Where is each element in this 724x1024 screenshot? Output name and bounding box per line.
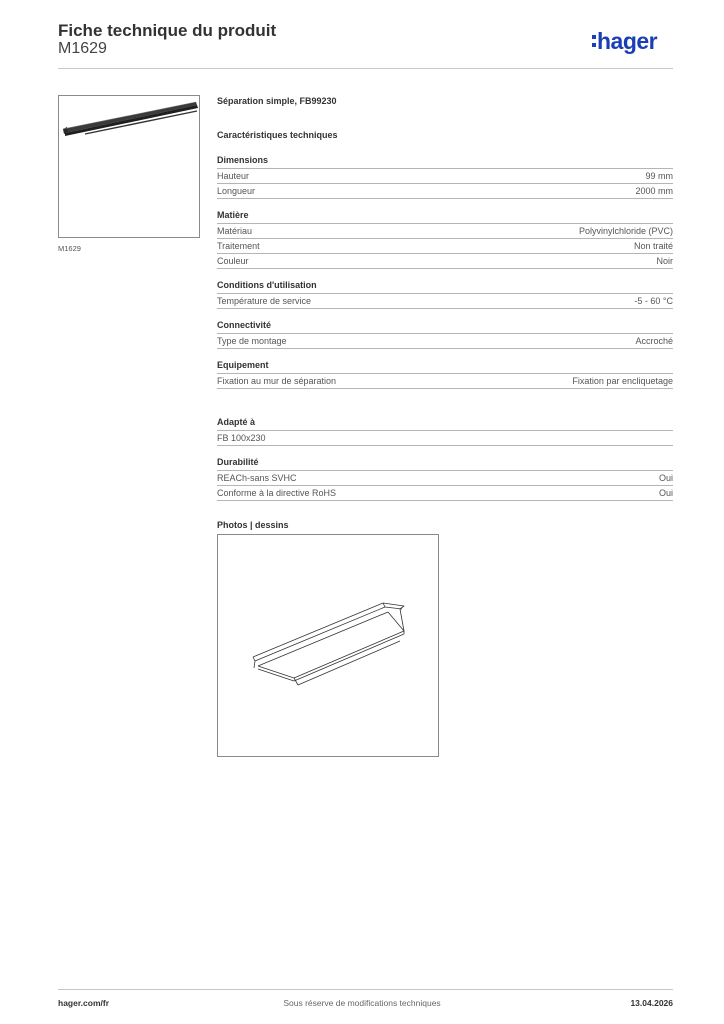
footer-website-link[interactable]: hager.com/fr <box>58 998 110 1008</box>
spec-row <box>217 374 673 389</box>
spec-section <box>217 280 673 309</box>
spec-value: Polyvinylchloride (PVC) <box>578 226 673 236</box>
spec-label: Matériau <box>217 226 253 236</box>
header-divider <box>58 68 673 69</box>
spec-label: Longueur <box>217 186 256 196</box>
tech-heading: Caractéristiques techniques <box>217 130 338 140</box>
product-drawing <box>217 534 439 757</box>
spec-label: Température de service <box>217 296 312 306</box>
spec-label: FB 100x230 <box>217 433 266 443</box>
product-reference: M1629 <box>58 40 107 57</box>
spec-value: Oui <box>658 473 673 483</box>
hager-logo[interactable] <box>592 27 657 57</box>
spec-value: -5 - 60 °C <box>634 296 673 306</box>
section-title: Equipement <box>217 360 673 374</box>
section-title: Connectivité <box>217 320 673 334</box>
product-thumbnail <box>58 95 200 238</box>
product-name: Séparation simple, FB99230 <box>217 96 337 106</box>
photos-heading: Photos | dessins <box>217 520 289 530</box>
spec-value: Non traité <box>633 241 673 251</box>
spec-section <box>217 155 673 199</box>
footer-divider <box>58 989 673 990</box>
spec-section <box>217 210 673 269</box>
separation-drawing-icon <box>218 535 438 756</box>
adapted-section <box>217 417 673 446</box>
spec-label: Fixation au mur de séparation <box>217 376 337 386</box>
section-title: Adapté à <box>217 417 673 431</box>
spec-label: Traitement <box>217 241 260 251</box>
spec-sections <box>217 155 673 389</box>
spec-label: Hauteur <box>217 171 250 181</box>
spec-label: Conforme à la directive RoHS <box>217 488 337 498</box>
footer-date: 13.04.2026 <box>630 998 673 1008</box>
spec-row <box>217 486 673 501</box>
spec-row <box>217 224 673 239</box>
spec-row <box>217 294 673 309</box>
logo-text: hager <box>597 28 658 54</box>
section-title: Dimensions <box>217 155 673 169</box>
spec-section <box>217 360 673 389</box>
spec-row <box>217 334 673 349</box>
spec-section <box>217 320 673 349</box>
spec-row <box>217 254 673 269</box>
spec-content <box>217 96 673 757</box>
spec-value: Oui <box>658 488 673 498</box>
spec-label: REACh-sans SVHC <box>217 473 297 483</box>
section-title: Matière <box>217 210 673 224</box>
spec-value: Accroché <box>635 336 673 346</box>
spec-row <box>217 169 673 184</box>
spec-row <box>217 239 673 254</box>
spec-label: Couleur <box>217 256 249 266</box>
spec-label: Type de montage <box>217 336 287 346</box>
section-title: Durabilité <box>217 457 673 471</box>
section-title: Conditions d'utilisation <box>217 280 673 294</box>
spec-row <box>217 431 673 446</box>
spec-value: 2000 mm <box>635 186 673 196</box>
logo-dots-icon <box>592 35 596 47</box>
thumbnail-caption: M1629 <box>58 244 81 253</box>
durability-section <box>217 457 673 501</box>
spec-row <box>217 471 673 486</box>
spec-row <box>217 184 673 199</box>
spec-value: Noir <box>656 256 673 266</box>
footer-notice: Sous réserve de modifications techniques <box>283 998 441 1008</box>
page-title: Fiche technique du produit <box>58 21 277 40</box>
separation-profile-icon <box>59 96 199 237</box>
spec-value: 99 mm <box>645 171 673 181</box>
spec-value: Fixation par encliquetage <box>572 376 673 386</box>
